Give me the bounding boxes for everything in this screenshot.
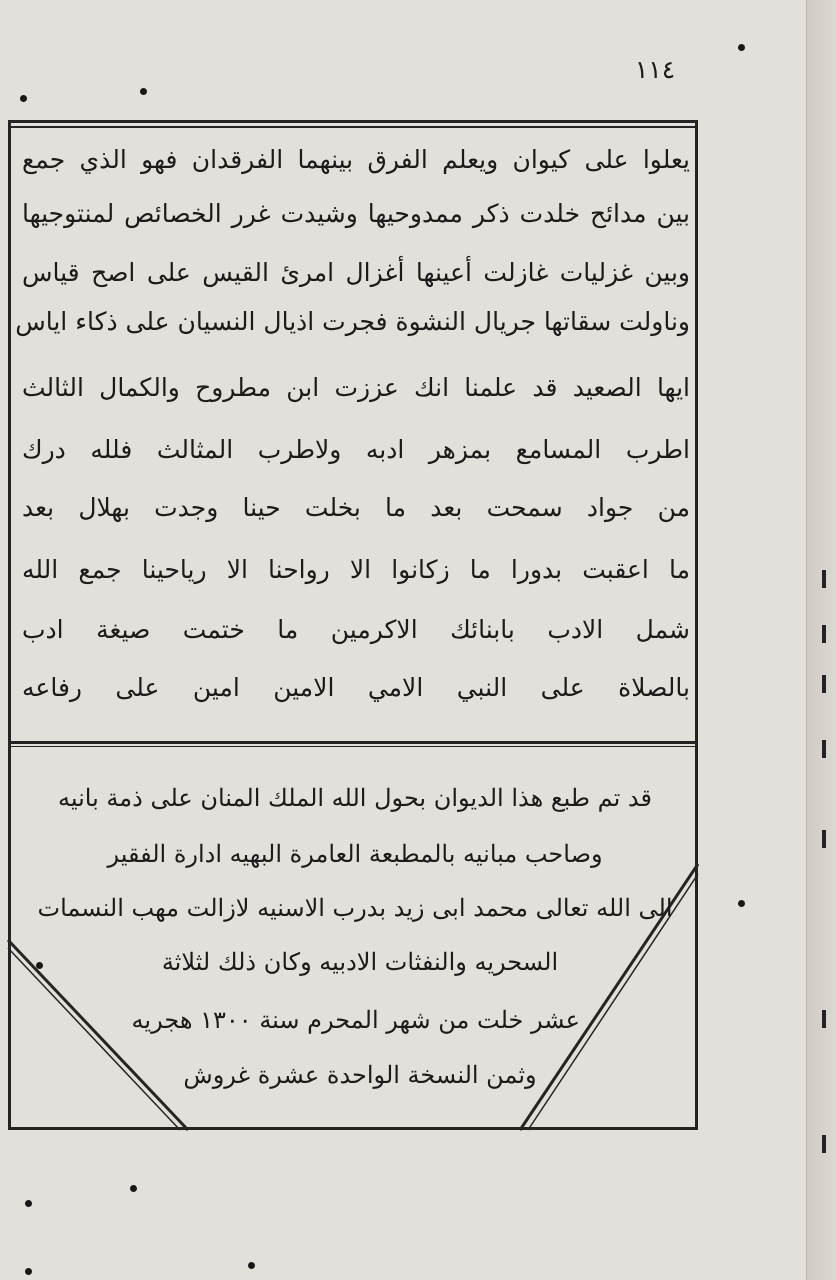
text-line: شمل الادب بابنائك الاكرمين ما ختمت صيغة ادب <box>22 615 690 644</box>
edge-mark <box>822 675 826 693</box>
frame-double-line <box>8 126 698 128</box>
ink-speck <box>130 1185 137 1192</box>
text-line: بين مدائح خلدت ذكر ممدوحيها وشيدت غرر الخصائص لمنتوجيها <box>22 199 690 228</box>
text-line: ما اعقبت بدورا ما زكانوا الا رواحنا الا رياحينا جمع الله <box>22 555 690 584</box>
edge-mark <box>822 740 826 758</box>
edge-mark <box>822 570 826 588</box>
edge-mark <box>822 1135 826 1153</box>
edge-mark <box>822 1010 826 1028</box>
text-line: وبين غزليات غازلت أعينها أغزال امرئ القيس على اصح قياس <box>22 258 690 287</box>
edge-mark <box>822 830 826 848</box>
colophon-line: الى الله تعالى محمد ابى زيد بدرب الاسنيه لازالت مهب النسمات <box>37 894 673 922</box>
text-line: من جواد سمحت بعد ما بخلت حينا وجدت بهلال بعد <box>22 493 690 522</box>
colophon-line: عشر خلت من شهر المحرم سنة ١٣٠٠ هجريه <box>131 1006 580 1034</box>
text-line: بالصلاة على النبي الامي الامين امين على رفاعه <box>22 673 690 702</box>
colophon-line: وثمن النسخة الواحدة عشرة غروش <box>183 1061 537 1089</box>
colophon-line: السحريه والنفثات الادبيه وكان ذلك لثلاثة <box>161 948 559 976</box>
page-number: ١١٤ <box>634 55 676 84</box>
text-line: يعلوا على كيوان ويعلم الفرق بينهما الفرقدان فهو الذي جمع <box>22 145 690 174</box>
ink-speck <box>248 1262 255 1269</box>
colophon-line: قد تم طبع هذا الديوان بحول الله الملك المنان على ذمة بانيه <box>58 784 652 812</box>
text-line: ايها الصعيد قد علمنا انك عززت ابن مطروح والكمال الثالث <box>22 373 690 402</box>
ink-speck <box>36 962 43 969</box>
colophon-line: وصاحب مبانيه بالمطبعة العامرة البهيه ادارة الفقير <box>107 840 603 868</box>
ink-speck <box>25 1268 32 1275</box>
page-edge <box>806 0 836 1280</box>
text-line: وناولت سقاتها جريال النشوة فجرت اذيال النسيان على ذكاء اياس <box>15 307 690 336</box>
text-line: اطرب المسامع بمزهر ادبه ولاطرب المثالث فلله درك <box>22 435 690 464</box>
ink-speck <box>20 95 27 102</box>
ink-speck <box>25 1200 32 1207</box>
ink-speck <box>738 44 745 51</box>
edge-mark <box>822 625 826 643</box>
ink-speck <box>738 900 745 907</box>
ink-speck <box>140 88 147 95</box>
